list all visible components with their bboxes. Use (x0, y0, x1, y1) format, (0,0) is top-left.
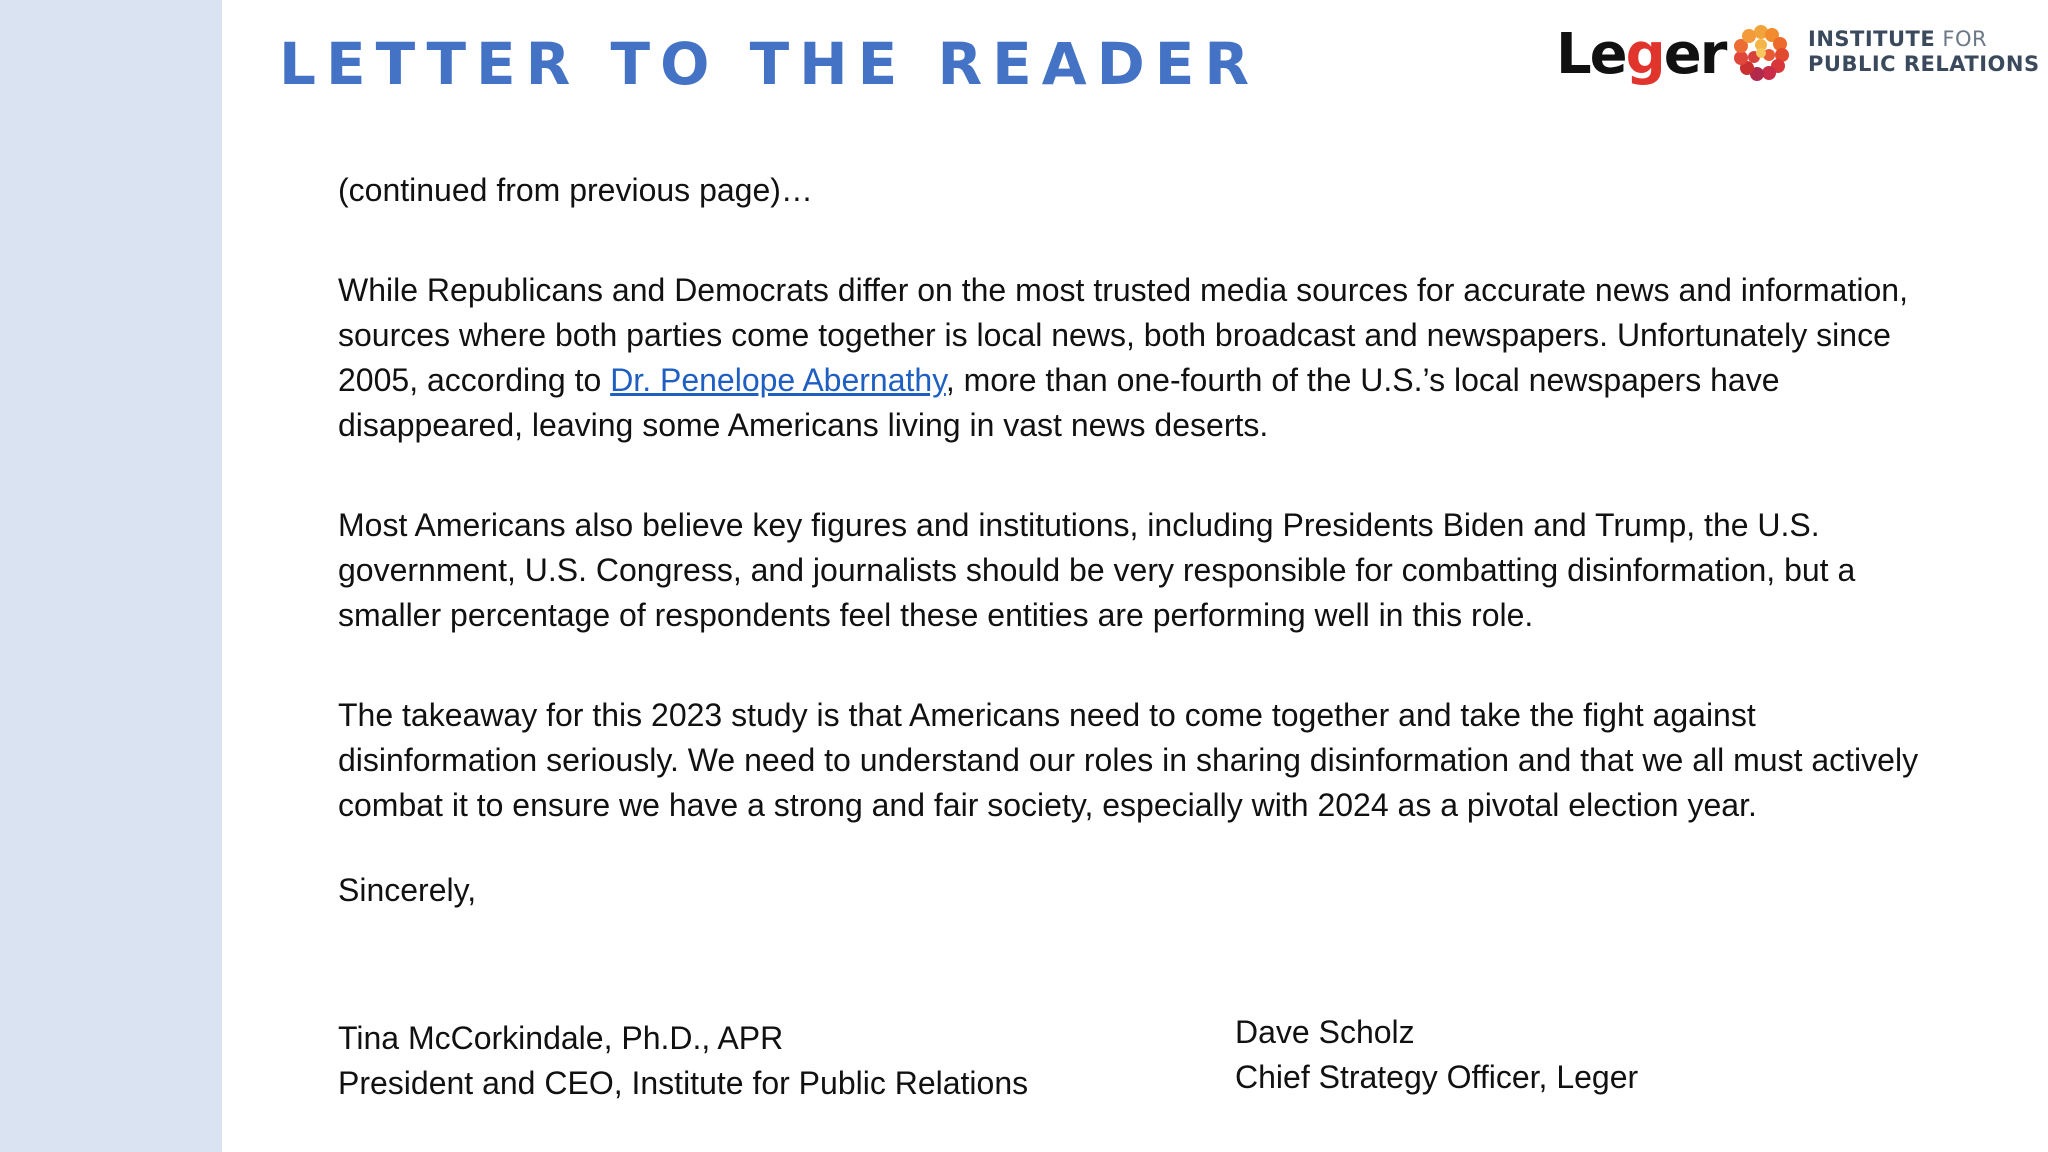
leger-logo (1556, 18, 1726, 110)
ipr-wordmark (1808, 27, 2040, 77)
signature-right-name: Dave Scholz (1235, 1014, 1415, 1050)
leger-text-g: g (1625, 22, 1664, 87)
side-band (0, 0, 222, 1152)
paragraph-local-news-start: While Republicans and Democrats differ on the most trusted media sources for accurate news and information, sources where both parties come together is local news, both broadcast and newspapers. Unfortunately since 2005, according to (338, 272, 1908, 398)
paragraph-responsibility: Most Americans also believe key figures and institutions, including Presidents Biden and Trump, the U.S. government, U.S. Congress, and journalists should be very responsible for combatting disinformation, but a smaller percentage of respondents feel these entities are performing well in this role. (338, 507, 1856, 633)
page-title: LETTER TO THE READER (279, 30, 1260, 98)
leger-text-end: er (1663, 22, 1726, 87)
ipr-text-for: FOR (1942, 27, 1988, 51)
signature-right-role: Chief Strategy Officer, Leger (1235, 1059, 1639, 1095)
ipr-logo (1728, 20, 2040, 90)
paragraph-local-news (338, 268, 1938, 448)
abernathy-link[interactable]: Dr. Penelope Abernathy (610, 362, 946, 398)
letter-body (338, 168, 1938, 913)
signature-left-name: Tina McCorkindale, Ph.D., APR (338, 1020, 784, 1056)
paragraph-takeaway: The takeaway for this 2023 study is that Americans need to come together and take the fight against disinformation seriously. We need to understand our roles in sharing disinformation and that we all must actively combat it to ensure we have a strong and fair society, especially with 2024 as a pivotal election year. (338, 697, 1919, 823)
continued-note: (continued from previous page)… (338, 172, 813, 208)
ipr-text-institute: INSTITUTE (1808, 27, 1936, 51)
signature-right (1235, 1010, 1638, 1100)
ipr-flower-icon (1728, 20, 1794, 86)
leger-wordmark (1556, 22, 1725, 87)
signature-left-role: President and CEO, Institute for Public Relations (338, 1065, 1029, 1101)
ipr-text-public-relations: PUBLIC RELATIONS (1808, 52, 2040, 76)
leger-text-start: Le (1556, 22, 1626, 87)
closing: Sincerely, (338, 872, 477, 908)
paragraph-local-news-end: , more than one-fourth of the U.S.’s local newspapers have disappeared, leaving some Americans living in vast news deserts. (338, 362, 1780, 443)
signature-left (338, 1016, 1028, 1106)
